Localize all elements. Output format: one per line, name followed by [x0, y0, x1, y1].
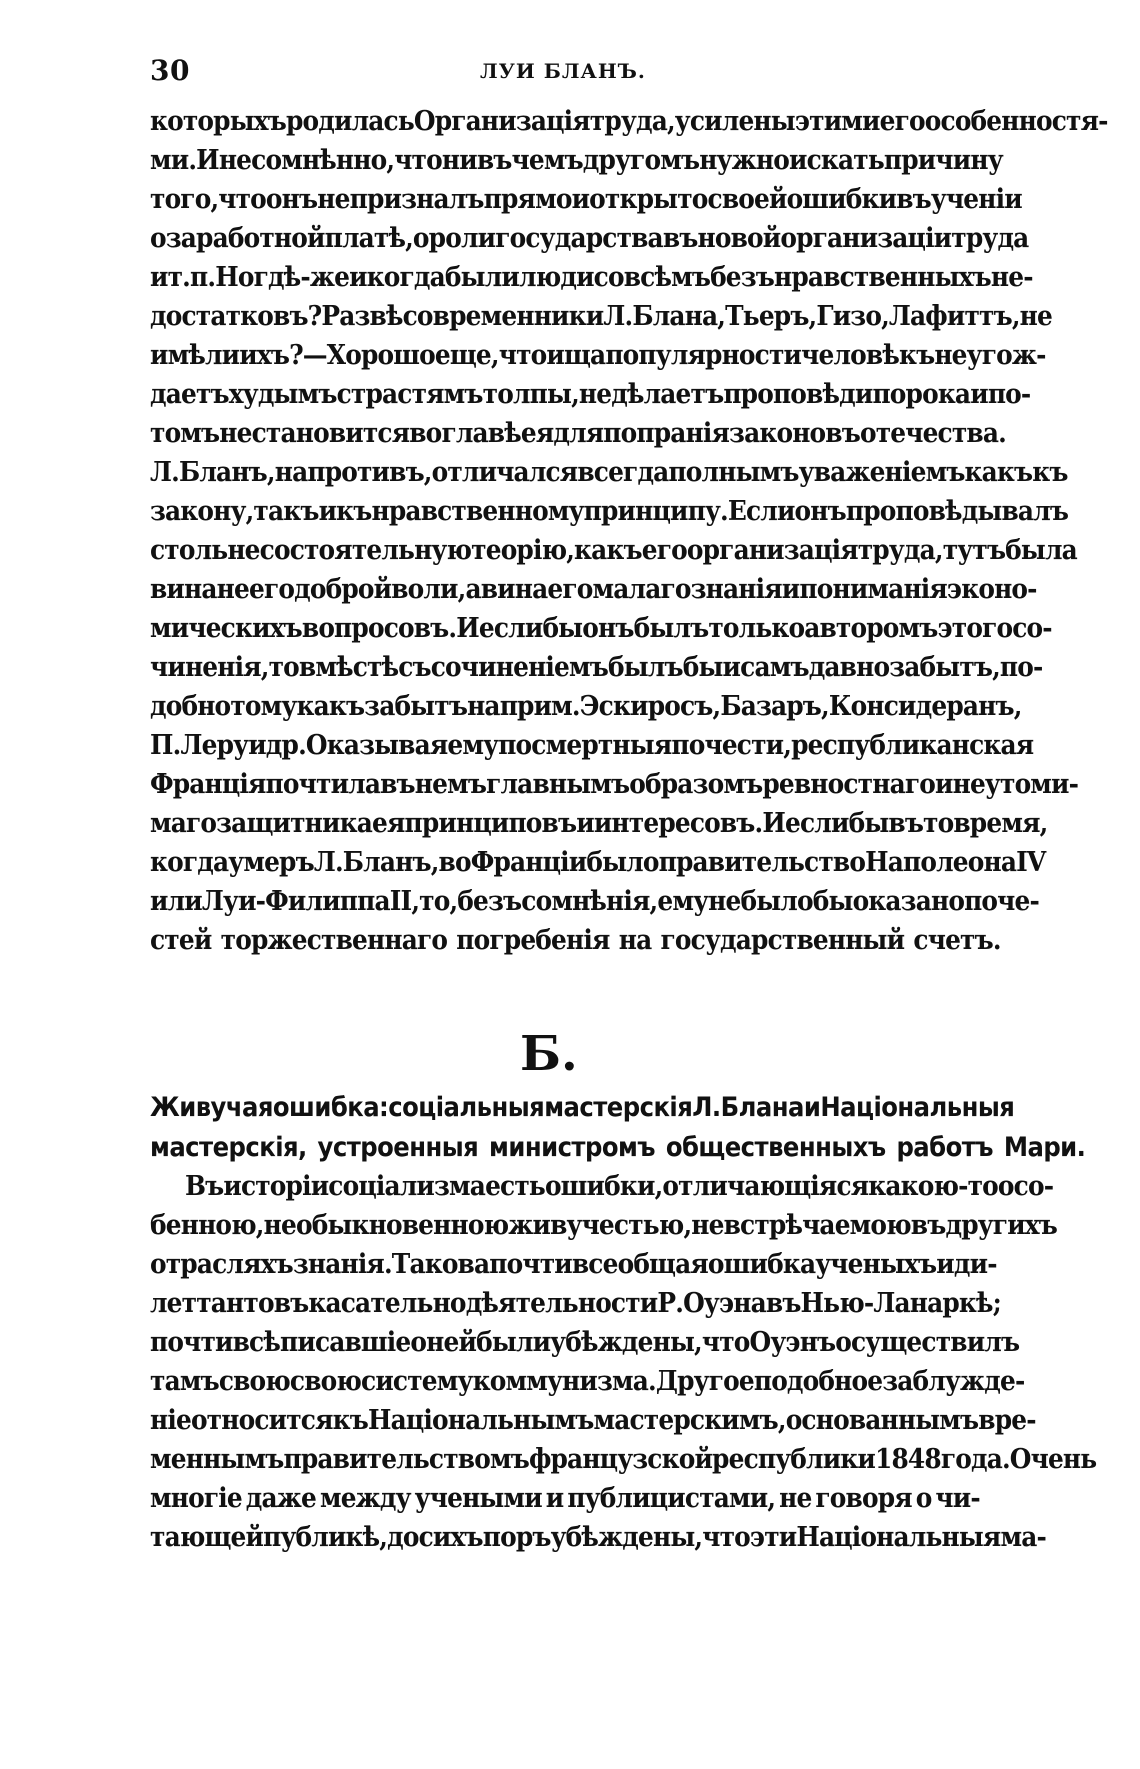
- text-line: столь несостоятельную теорію, какъ его организація труда, тутъ была: [150, 535, 1077, 566]
- heading-line: Живучая ошибка: соціальныя мастерскія Л. Блана и Національныя: [150, 1092, 1015, 1123]
- text-line: ми. И несомнѣнно, что ни въ чемъ другомъ нужно искать причину: [150, 145, 1003, 176]
- text-line: мическихъ вопросовъ. И если бы онъ былъ только авторомъ этого со-: [150, 613, 1052, 644]
- text-line: когда умеръ Л. Бланъ, во Франціи было правительство Наполеона IV: [150, 847, 1046, 878]
- text-line: о заработной платѣ, о роли государства въ новой организаціи труда: [150, 223, 1029, 254]
- text-line: многіе даже между учеными и публицистами, не говоря о чи-: [150, 1483, 980, 1514]
- text-line: стей торжественнаго погребенія на государственный счетъ.: [150, 925, 1001, 956]
- text-line: которыхъ родилась Организація труда, усилены этими его особенностя-: [150, 106, 1108, 137]
- text-line: Франція почтила въ немъ главнымъ образомъ ревностнаго и неутоми-: [150, 769, 1079, 800]
- text-line: Л. Бланъ, напротивъ, отличался всегда полнымъ уваженіемъ какъ къ: [150, 457, 1068, 488]
- text-line: леттантовъ касательно дѣятельности Р. Оуэна въ Нью-Ланаркѣ;: [150, 1288, 1001, 1319]
- text-line: вина не его доброй воли, а вина его малаго знанія и пониманія эконо-: [150, 574, 1037, 605]
- heading-line: мастерскія, устроенныя министромъ общественныхъ работъ Мари.: [150, 1132, 1086, 1163]
- text-line: или Луи-Филиппа II, то, безъ сомнѣнія, ему не было бы оказано поче-: [150, 886, 1039, 917]
- text-line: тамъ свою свою систему коммунизма. Другое подобное заблужде-: [150, 1366, 1025, 1397]
- text-line: Въ исторіи соціализма есть ошибки, отличающіяся какою-то осо-: [184, 1171, 1054, 1202]
- text-line: даетъ худымъ страстямъ толпы, не дѣлаетъ проповѣди порока и по-: [150, 379, 1031, 410]
- text-line: закону, такъ и къ нравственному принципу. Если онъ проповѣдывалъ: [150, 496, 1069, 527]
- text-line: томъ не становится во главѣ ея для попранія законовъ отечества.: [150, 418, 1006, 449]
- text-line: меннымъ правительствомъ французской республики 1848 года. Очень: [150, 1444, 1097, 1475]
- paragraph-1: [150, 102, 1108, 960]
- text-line: того, что онъ не призналъ прямо и открыто своей ошибки въ ученіи: [150, 184, 1022, 215]
- text-line: добно тому какъ забытъ наприм. Эскиросъ, Базаръ, Консидеранъ,: [150, 691, 1022, 722]
- text-line: маго защитника ея принциповъ и интересовъ. И если бы въ то время,: [150, 808, 1048, 839]
- text-line: имѣли ихъ?—Хорошо еще, что ища популярности человѣкъ не угож-: [150, 340, 1046, 371]
- text-line: почти всѣ писавшіе о ней были убѣждены, что Оуэнъ осуществилъ: [150, 1327, 1020, 1358]
- running-head: [150, 54, 980, 94]
- text-line: чиненія, то вмѣстѣ съ сочиненіемъ былъ бы и самъ давно забытъ, по-: [150, 652, 1043, 683]
- page-number: 30: [150, 54, 190, 87]
- text-line: тающей публикѣ, до сихъ поръ убѣждены, что эти Національныя ма-: [150, 1522, 1046, 1553]
- section-letter: Б.: [520, 1026, 578, 1082]
- section-heading: [150, 1088, 1086, 1168]
- text-line: достатковъ? Развѣ современники Л. Блана, Тьеръ, Гизо, Лафиттъ, не: [150, 301, 1052, 332]
- text-line: и т. п. Но гдѣ-же и когда были люди совсѣмъ безъ нравственныхъ не-: [150, 262, 1033, 293]
- paragraph-2: [150, 1167, 1097, 1557]
- running-title: ЛУИ БЛАНЪ.: [480, 59, 646, 83]
- text-line: ніе относится къ Національнымъ мастерскимъ, основаннымъ вре-: [150, 1405, 1036, 1436]
- text-line: отрасляхъ знанія. Такова почти всеобщая ошибка ученыхъ и ди-: [150, 1249, 997, 1280]
- text-line: П. Леру и др. Оказывая ему посмертныя почести, республиканская: [150, 730, 1034, 761]
- text-line: бенною, необыкновенною живучестью, не встрѣчаемою въ другихъ: [150, 1210, 1058, 1241]
